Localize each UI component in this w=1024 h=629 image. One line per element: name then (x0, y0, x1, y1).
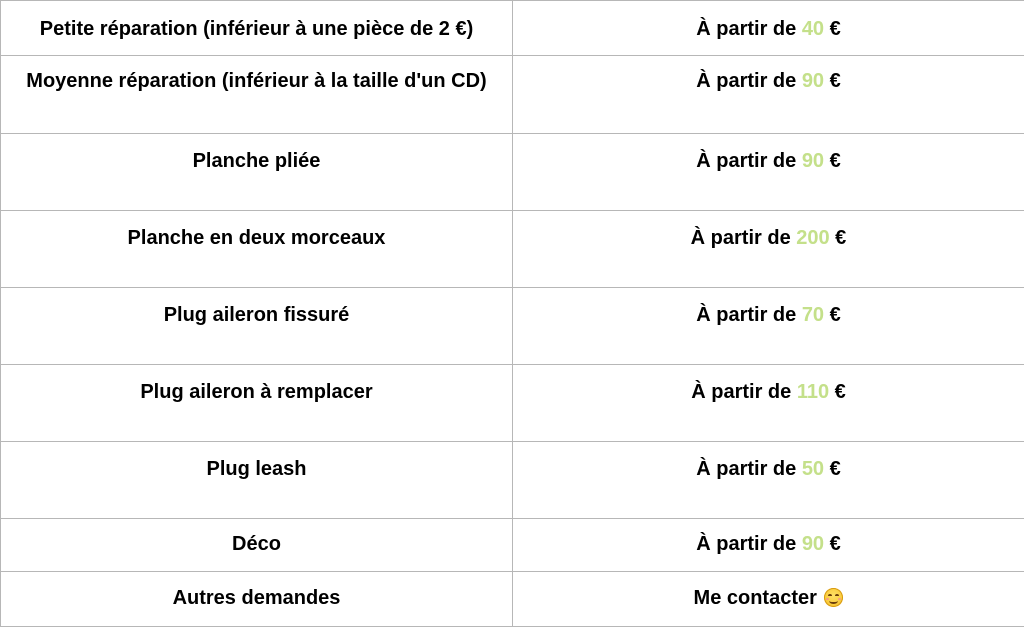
service-cell: Plug aileron à remplacer (1, 365, 513, 442)
smiling-face-icon (824, 588, 843, 607)
price-amount: 200 (796, 227, 830, 249)
price-cell (513, 134, 1024, 211)
price-currency: € (824, 533, 841, 555)
table-row (1, 572, 1024, 627)
price-cell (513, 56, 1024, 134)
price-amount: 50 (801, 458, 825, 480)
service-cell: Planche en deux morceaux (1, 211, 513, 288)
price-prefix: À partir de (696, 18, 802, 40)
price-cell (513, 365, 1024, 442)
price-cell (513, 1, 1024, 56)
price-cell (513, 211, 1024, 288)
table-row (1, 442, 1024, 519)
service-cell: Autres demandes (1, 572, 513, 627)
service-cell: Planche pliée (1, 134, 513, 211)
price-prefix: À partir de (696, 304, 802, 326)
service-cell: Petite réparation (inférieur à une pièce de 2 €) (1, 1, 513, 56)
price-currency: € (829, 381, 846, 403)
price-amount: 110 (796, 381, 830, 403)
table-row (1, 365, 1024, 442)
price-cell (513, 519, 1024, 572)
service-cell: Moyenne réparation (inférieur à la taille d'un CD) (1, 56, 513, 134)
table-row (1, 211, 1024, 288)
price-currency: € (824, 18, 841, 40)
contact-text: Me contacter (693, 587, 823, 609)
table-row (1, 519, 1024, 572)
price-cell (513, 288, 1024, 365)
table-row (1, 134, 1024, 211)
contact-cell (513, 572, 1024, 627)
service-cell: Déco (1, 519, 513, 572)
price-cell (513, 442, 1024, 519)
price-prefix: À partir de (690, 227, 797, 249)
price-amount: 70 (801, 304, 825, 326)
service-cell: Plug aileron fissuré (1, 288, 513, 365)
service-cell: Plug leash (1, 442, 513, 519)
price-amount: 40 (801, 18, 825, 40)
price-prefix: À partir de (691, 381, 797, 403)
table-row (1, 288, 1024, 365)
table-row (1, 1, 1024, 56)
price-prefix: À partir de (696, 533, 802, 555)
price-currency: € (824, 150, 841, 172)
price-prefix: À partir de (696, 70, 802, 92)
price-prefix: À partir de (696, 458, 802, 480)
price-currency: € (824, 304, 841, 326)
price-amount: 90 (801, 70, 825, 92)
price-amount: 90 (801, 150, 825, 172)
price-prefix: À partir de (696, 150, 802, 172)
price-amount: 90 (801, 533, 825, 555)
price-currency: € (824, 458, 841, 480)
table-row (1, 56, 1024, 134)
price-currency: € (824, 70, 841, 92)
price-currency: € (829, 227, 847, 249)
